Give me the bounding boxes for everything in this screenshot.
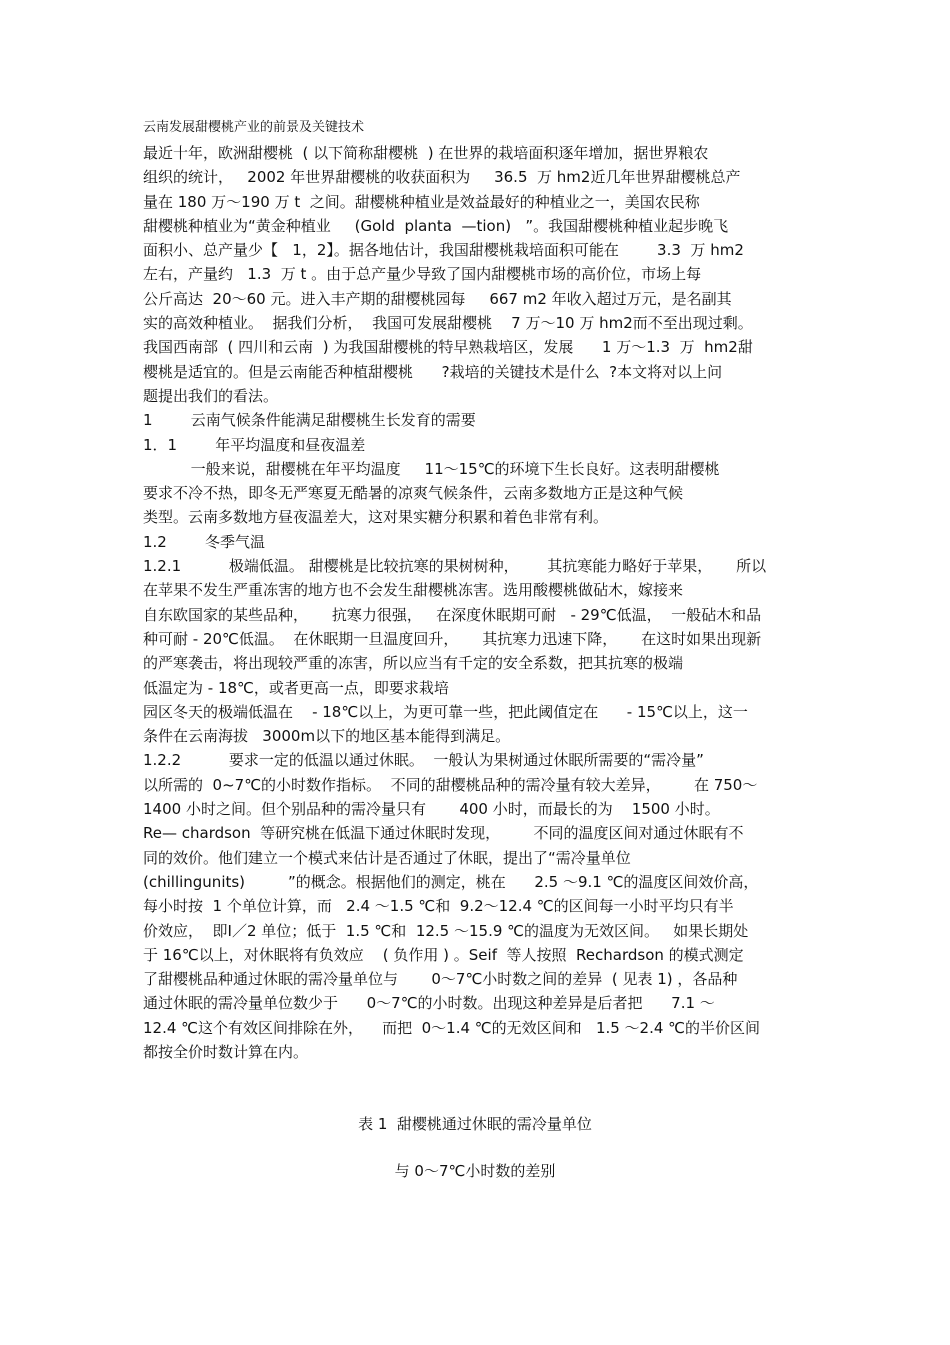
text-line: 面积小、总产量少【 1，2】。据各地估计，我国甜樱桃栽培面积可能在 3.3 万 hm2 xyxy=(143,241,744,260)
text-line: 1.2.2 要求一定的低温以通过休眠。 一般认为果树通过休眠所需要的“需冷量” xyxy=(143,751,704,770)
table-caption-title: 表 1 甜樱桃通过休眠的需冷量单位 xyxy=(358,1115,592,1133)
document-body xyxy=(143,141,823,1064)
text-line: 12.4 ℃这个有效区间排除在外， 而把 0～1.4 ℃的无效区间和 1.5 ～2.4 ℃的半价区间 xyxy=(143,1018,761,1037)
text-line: 在苹果不发生严重冻害的地方也不会发生甜樱桃冻害。选用酸樱桃做砧木，嫁接来 xyxy=(143,581,684,600)
text-line: 最近十年，欧洲甜樱桃 ( 以下简称甜樱桃 ) 在世界的栽培面积逐年增加，据世界粮农 xyxy=(143,144,709,162)
text-line: 甜樱桃种植业为“黄金种植业 (Gold planta —tion) ”。我国甜樱桃种植业起步晚飞 xyxy=(143,216,729,235)
text-line: 价效应， 即Ⅰ／2 单位；低于 1.5 ℃和 12.5 ～15.9 ℃的温度为无效区间。 如果长期处 xyxy=(143,921,749,940)
text-line: 种可耐 - 20℃低温。 在休眠期一旦温度回升， 其抗寒力迅速下降， 在这时如果出现新 xyxy=(143,629,762,648)
text-line: 1.2.1 极端低温。 甜樱桃是比较抗寒的果树树种， 其抗寒能力略好于苹果， 所以 xyxy=(143,557,767,576)
text-line: 1．1 年平均温度和昼夜温差 xyxy=(143,435,366,454)
text-line: 要求不冷不热，即冬无严寒夏无酷暑的凉爽气候条件，云南多数地方正是这种气候 xyxy=(143,484,684,503)
text-line: 一般来说，甜樱桃在年平均温度 11～15℃的环境下生长良好。这表明甜樱桃 xyxy=(143,459,720,478)
text-line: 左右，产量约 1.3 万 t 。由于总产量少导致了国内甜樱桃市场的高价位，市场上每 xyxy=(143,265,702,284)
text-line: 类型。云南多数地方昼夜温差大，这对果实糖分积累和着色非常有利。 xyxy=(143,508,609,527)
table-caption-subtitle: 与 0～7℃小时数的差别 xyxy=(394,1162,556,1180)
text-line: 樱桃是适宜的。但是云南能否种植甜樱桃 ?栽培的关键技术是什么 ?本文将对以上问 xyxy=(143,362,723,381)
text-line: 我国西南部 ( 四川和云南 ) 为我国甜樱桃的特早熟栽培区，发展 1 万～1.3 万 hm2甜 xyxy=(143,338,753,357)
text-line: 同的效价。他们建立一个模式来估计是否通过了休眠，提出了“需冷量单位 xyxy=(143,848,631,867)
text-line: 了甜樱桃品种通过休眠的需冷量单位与 0～7℃小时数之间的差异 ( 见表 1) ，各品种 xyxy=(143,970,738,989)
text-line: 题提出我们的看法。 xyxy=(143,386,279,405)
text-line: 1 云南气候条件能满足甜樱桃生长发育的需要 xyxy=(143,411,476,430)
text-line: 园区冬天的极端低温在 - 18℃以上，为更可靠一些，把此阈值定在 - 15℃以上，这一 xyxy=(143,702,748,721)
text-line: 实的高效种植业。 据我们分析， 我国可发展甜樱桃 7 万～10 万 hm2而不至出现过剩。 xyxy=(143,314,753,333)
text-line: 1.2 冬季气温 xyxy=(143,532,265,551)
text-line: 于 16℃以上，对休眠将有负效应 ( 负作用 ) 。Seif 等人按照 Rechardson 的模式测定 xyxy=(143,945,744,964)
text-line: 组织的统计， 2002 年世界甜樱桃的收获面积为 36.5 万 hm2近几年世界甜樱桃总产 xyxy=(143,168,741,187)
text-line: 低温定为 - 18℃，或者更高一点，即要求栽培 xyxy=(143,678,449,697)
text-line: 条件在云南海拔 3000m以下的地区基本能得到满足。 xyxy=(143,727,511,746)
text-line: (chillingunits) ”的概念。根据他们的测定，桃在 2.5 ～9.1 ℃的温度区间效价高， xyxy=(143,872,759,891)
text-line: Re— chardson 等研究桃在低温下通过休眠时发现， 不同的温度区间对通过休眠有不 xyxy=(143,824,744,843)
text-line: 自东欧国家的某些品种， 抗寒力很强， 在深度休眠期可耐 - 29℃低温， 一般砧木和品 xyxy=(143,605,762,624)
text-line: 每小时按 1 个单位计算，而 2.4 ～1.5 ℃和 9.2～12.4 ℃的区间每一小时平均只有半 xyxy=(143,897,734,916)
document-title: 云南发展甜樱桃产业的前景及关键技术 xyxy=(143,120,365,135)
text-line: 以所需的 0~7℃的小时数作指标。 不同的甜樱桃品种的需冷量有较大差异， 在 750～ xyxy=(143,775,758,794)
text-line: 1400 小时之间。但个别品种的需冷量只有 400 小时，而最长的为 1500 小时。 xyxy=(143,800,720,819)
text-line: 公斤高达 20～60 元。进入丰产期的甜樱桃园每 667 m2 年收入超过万元，是名副其 xyxy=(143,289,732,308)
text-line: 量在 180 万～190 万 t 之间。甜樱桃种植业是效益最好的种植业之一，美国农民称 xyxy=(143,192,700,211)
text-line: 都按全价时数计算在内。 xyxy=(143,1042,309,1061)
text-line: 的严寒袭击，将出现较严重的冻害，所以应当有千定的安全系数，把其抗寒的极端 xyxy=(143,654,684,673)
text-line: 通过休眠的需冷量单位数少于 0～7℃的小时数。出现这种差异是后者把 7.1 ～ xyxy=(143,994,715,1013)
